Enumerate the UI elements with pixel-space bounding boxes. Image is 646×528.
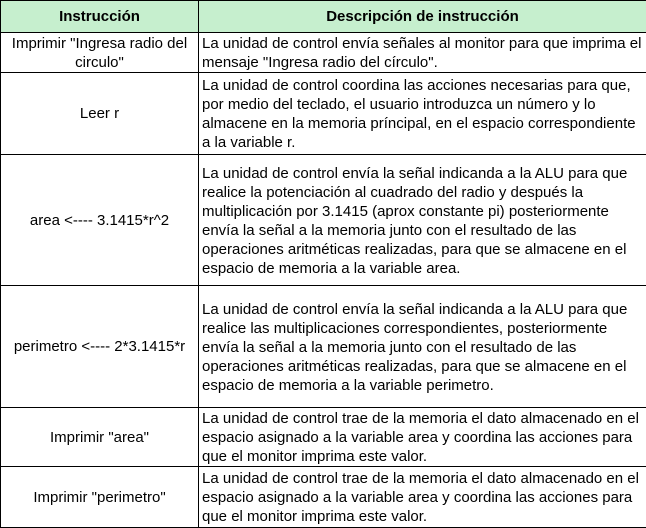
instruction-cell: area <---- 3.1415*r^2: [1, 155, 199, 286]
header-description: Descripción de instrucción: [199, 1, 646, 33]
description-cell: La unidad de control envía la señal indicanda a la ALU para que realice la potenciación al cuadrado del radio y después la multiplicación por 3.1415 (aprox constante pi) posteriormente envía la señal a la memoria junto con el resultado de las operaciones aritméticas realizadas, para que se almacene en el espacio de memoria a la variable area.: [199, 155, 646, 286]
description-cell: La unidad de control envía la señal indicanda a la ALU para que realice las multiplicaciones correspondientes, posteriormente envía la señal a la memoria junto con el resultado de las operaciones aritméticas realizadas, para que se almacene en el espacio de memoria a la variable perimetro.: [199, 286, 646, 408]
table-row: [1, 33, 646, 73]
instruction-cell: Imprimir "area": [1, 408, 199, 467]
header-instruction: Instrucción: [1, 1, 199, 33]
description-cell: La unidad de control coordina las acciones necesarias para que, por medio del teclado, el usuario introduzca un número y lo almacene en la memoria príncipal, en el espacio correspondiente a la variable r.: [199, 73, 646, 155]
instruction-cell: Imprimir "Ingresa radio del circulo": [1, 33, 199, 73]
instruction-cell: Imprimir "perimetro": [1, 467, 199, 528]
table-row: [1, 286, 646, 408]
instruction-cell: perimetro <---- 2*3.1415*r: [1, 286, 199, 408]
table-row: [1, 408, 646, 467]
description-cell: La unidad de control envía señales al monitor para que imprima el mensaje "Ingresa radio del círculo".: [199, 33, 646, 73]
table-row: [1, 467, 646, 528]
instruction-cell: Leer r: [1, 73, 199, 155]
description-cell: La unidad de control trae de la memoria el dato almacenado en el espacio asignado a la variable area y coordina las acciones para que el monitor imprima este valor.: [199, 467, 646, 528]
description-cell: La unidad de control trae de la memoria el dato almacenado en el espacio asignado a la variable area y coordina las acciones para que el monitor imprima este valor.: [199, 408, 646, 467]
table-row: [1, 155, 646, 286]
table-row: [1, 73, 646, 155]
header-row: [1, 1, 646, 33]
